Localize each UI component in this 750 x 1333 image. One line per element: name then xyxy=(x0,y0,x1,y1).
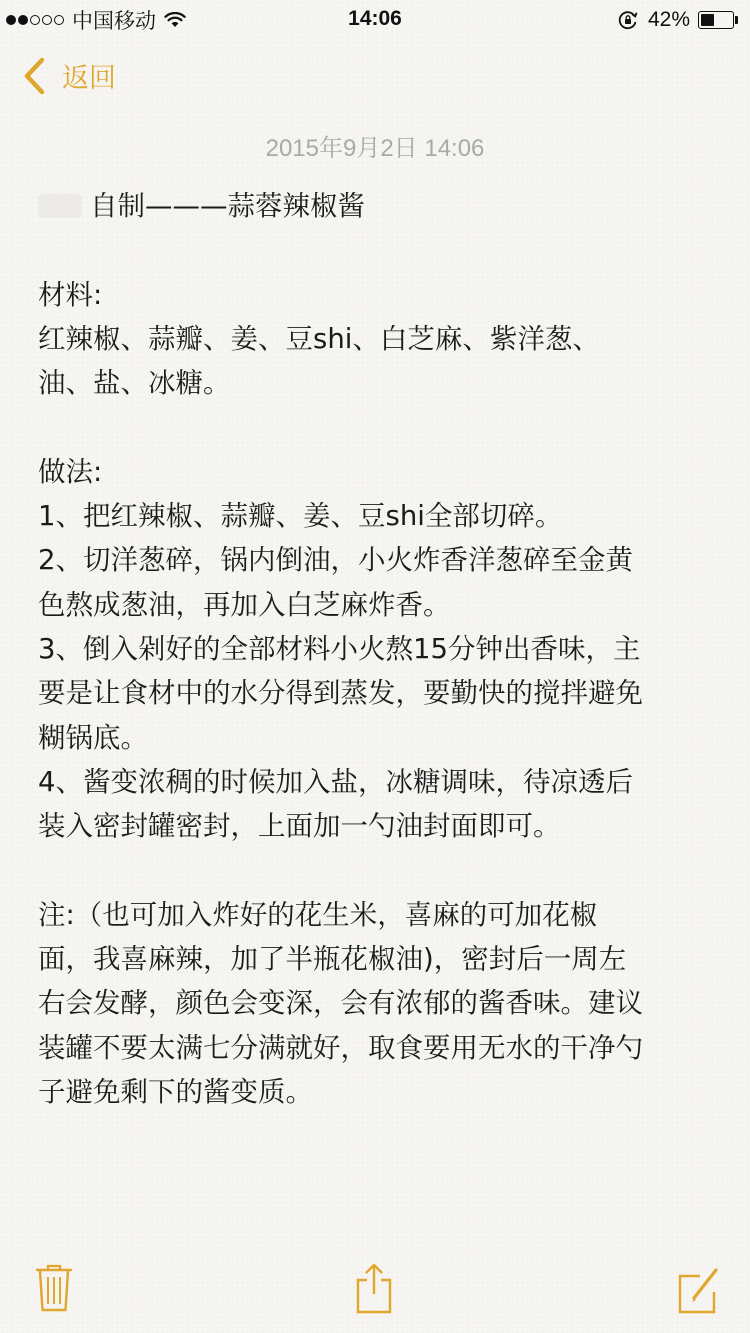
note-line: 1、把红辣椒、蒜瓣、姜、豆shi全部切碎。 xyxy=(38,500,563,533)
note-title: 自制———蒜蓉辣椒酱 xyxy=(90,190,365,222)
back-label: 返回 xyxy=(62,63,116,94)
note-lines xyxy=(38,228,718,1114)
share-button[interactable] xyxy=(352,1262,396,1314)
share-icon xyxy=(352,1262,396,1314)
note-line: 子避免剩下的酱变质。 xyxy=(38,1075,313,1108)
note-line: 材料: xyxy=(38,278,103,311)
note-line: 4、酱变浓稠的时候加入盐，冰糖调味，待凉透后 xyxy=(38,765,633,798)
back-button[interactable] xyxy=(22,56,116,95)
note-line: 注:（也可加入炸好的花生米，喜麻的可加花椒 xyxy=(38,898,598,931)
note-line xyxy=(38,405,718,449)
note-line: 油、盐、冰糖。 xyxy=(38,367,231,400)
note-line: 3、倒入剁好的全部材料小火熬15分钟出香味，主 xyxy=(38,632,641,665)
status-time: 14:06 xyxy=(348,7,402,30)
note-line: 糊锅底。 xyxy=(38,721,148,754)
note-line xyxy=(38,848,718,892)
status-right xyxy=(618,7,738,33)
note-date: 2015年9月2日 14:06 xyxy=(265,135,485,162)
note-line: 要是让食材中的水分得到蒸发，要勤快的搅拌避免 xyxy=(38,677,643,710)
bottom-toolbar xyxy=(0,1262,750,1322)
note-line: 红辣椒、蒜瓣、姜、豆shi、白芝麻、紫洋葱、 xyxy=(38,322,600,355)
note-title-line xyxy=(38,184,718,228)
note-line: 做法: xyxy=(38,455,103,488)
note-line: 装入密封罐密封，上面加一勺油封面即可。 xyxy=(38,810,561,843)
carrier-name: 中国移动 xyxy=(72,10,156,33)
battery-percent: 42% xyxy=(647,8,690,31)
chevron-left-icon xyxy=(22,57,48,95)
redacted-mark xyxy=(38,194,82,218)
note-line: 色熬成葱油，再加入白芝麻炸香。 xyxy=(38,588,451,621)
note-line: 2、切洋葱碎，锅内倒油，小火炸香洋葱碎至金黄 xyxy=(38,544,633,577)
note-body[interactable] xyxy=(38,184,718,1114)
note-line xyxy=(38,228,718,272)
compose-icon xyxy=(676,1262,720,1314)
trash-icon xyxy=(32,1262,76,1314)
delete-button[interactable] xyxy=(32,1262,76,1314)
note-line: 面，我喜麻辣，加了半瓶花椒油)，密封后一周左 xyxy=(38,943,627,976)
battery-icon xyxy=(698,11,738,29)
note-line: 右会发酵，颜色会变深，会有浓郁的酱香味。建议 xyxy=(38,987,643,1020)
orientation-lock-icon xyxy=(618,10,638,30)
note-line: 装罐不要太满七分满就好，取食要用无水的干净勺 xyxy=(38,1031,643,1064)
status-bar xyxy=(0,0,750,40)
compose-button[interactable] xyxy=(676,1262,720,1314)
